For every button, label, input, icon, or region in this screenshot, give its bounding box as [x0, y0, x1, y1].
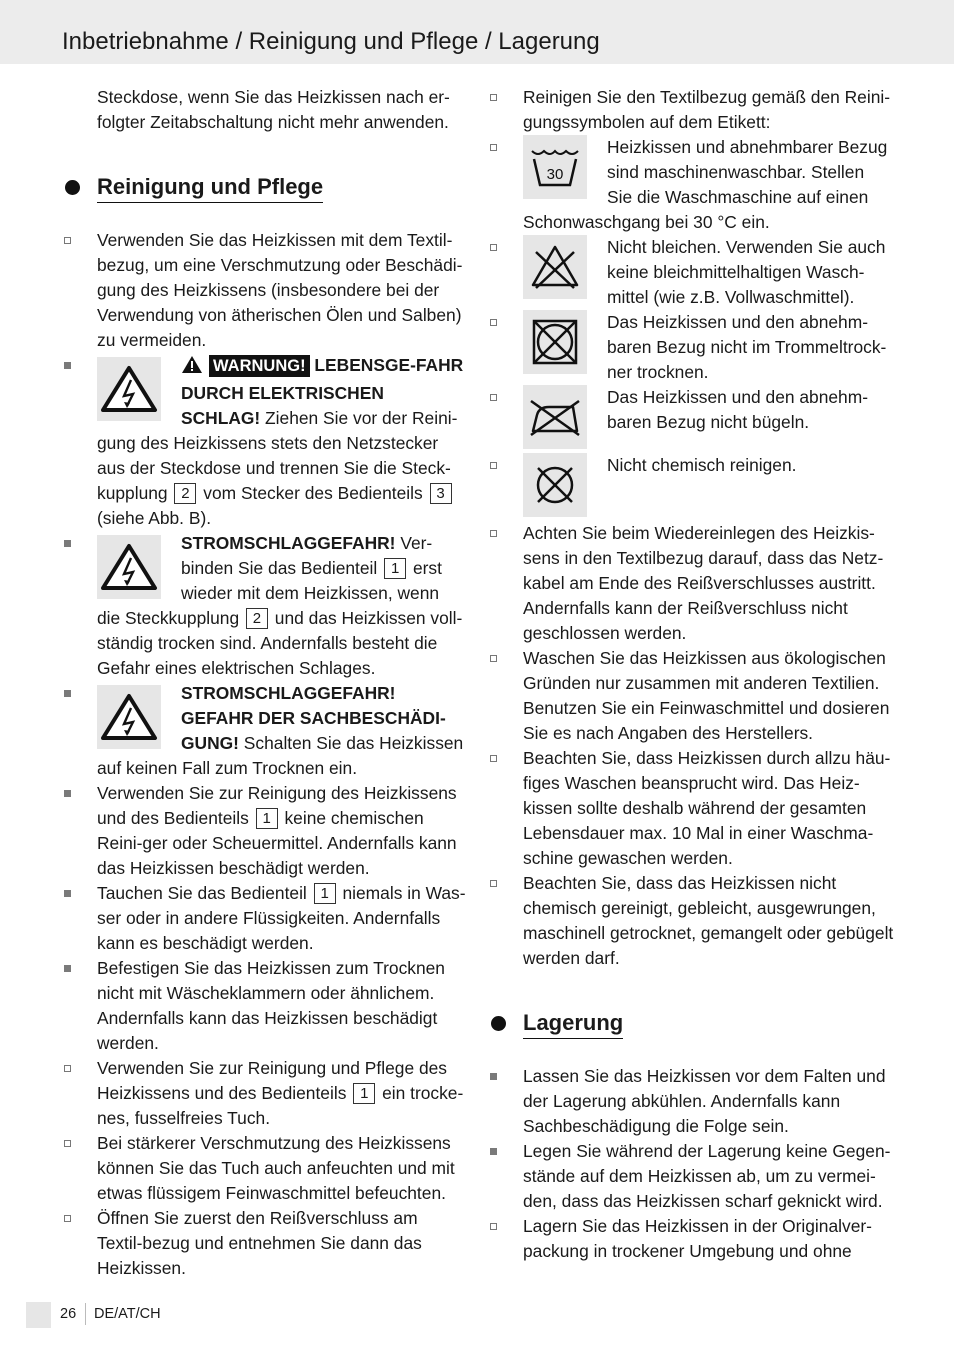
- list-item: [62, 781, 466, 881]
- footer-marker: [26, 1302, 51, 1328]
- list-item: [62, 1131, 466, 1206]
- open-square-bullet-icon: [490, 394, 497, 401]
- item-text: Tauchen Sie das Bedienteil: [97, 883, 312, 903]
- section-title: Reinigung und Pflege: [97, 173, 323, 203]
- care-symbol-item: [488, 385, 894, 453]
- item-text: Beachten Sie, dass das Heizkissen nicht chemisch gereinigt, gebleicht, ausgewrungen, maschinell getrocknet, gemangelt oder gebügelt werden darf.: [523, 873, 894, 968]
- item-text: Verwenden Sie zur Reinigung des Heizkissens und des Bedienteils: [97, 783, 457, 828]
- part-number: 1: [384, 558, 406, 579]
- care-symbol-item: [488, 235, 894, 310]
- warning-text: Schalten Sie das Heizkissen auf keinen Fall zum Trocknen ein.: [97, 733, 464, 778]
- care-symbol-item: [488, 310, 894, 385]
- open-square-bullet-icon: [490, 880, 497, 887]
- part-number: 2: [246, 608, 268, 629]
- filled-square-bullet-icon: [64, 362, 71, 369]
- no-tumble-dry-icon: [523, 310, 587, 374]
- item-text: Beachten Sie, dass Heizkissen durch allzu häu-figes Waschen beansprucht wird. Das Heiz-kissen sollte deshalb während der gesamten Lebensdauer max. 10 Mal in einer Waschma-schine gewaschen werden.: [523, 748, 891, 868]
- filled-square-bullet-icon: [64, 965, 71, 972]
- item-text: Verwenden Sie zur Reinigung und Pflege des Heizkissens und des Bedienteils: [97, 1058, 447, 1103]
- list-item: [62, 1206, 466, 1281]
- list-item: [488, 521, 894, 646]
- item-text: niemals in Was-ser oder in andere Flüssigkeiten. Andernfalls kann es beschädigt werden.: [97, 883, 466, 953]
- list-item: [62, 956, 466, 1056]
- open-square-bullet-icon: [64, 237, 71, 244]
- list-item: [488, 646, 894, 746]
- part-number: 3: [430, 483, 452, 504]
- no-bleach-icon: [523, 235, 587, 299]
- page-number: 26: [60, 1306, 77, 1322]
- open-square-bullet-icon: [490, 244, 497, 251]
- electric-shock-warning-icon: [97, 357, 161, 421]
- electric-shock-warning-icon: [97, 535, 161, 599]
- open-square-bullet-icon: [490, 462, 497, 469]
- filled-square-bullet-icon: [64, 690, 71, 697]
- item-text: Lassen Sie das Heizkissen vor dem Falten und der Lagerung abkühlen. Andernfalls kann Sachbeschädigung die Folge sein.: [523, 1066, 886, 1136]
- warning-text: Ziehen Sie vor der Reini-gung des Heizkissens stets den Netzstecker aus der Steckdose und trennen Sie die Steck-kupplung: [97, 408, 458, 503]
- section-bullet-icon: [65, 180, 80, 195]
- symbol-text: Nicht chemisch reinigen.: [607, 455, 797, 475]
- warning-item: [62, 681, 466, 781]
- open-square-bullet-icon: [64, 1215, 71, 1222]
- symbol-text: Das Heizkissen und den abnehm-baren Bezug nicht im Trommeltrock-ner trocknen.: [607, 312, 887, 382]
- symbol-text: Das Heizkissen und den abnehm-baren Bezug nicht bügeln.: [607, 387, 869, 432]
- wash-30-icon: [523, 135, 587, 199]
- warning-item: [62, 353, 466, 531]
- item-text: Reinigen Sie den Textilbezug gemäß den Reini-gungssymbolen auf dem Etikett:: [523, 87, 891, 132]
- footer-divider: [85, 1303, 86, 1325]
- section-bullet-icon: [491, 1016, 506, 1031]
- warning-text: (siehe Abb. B).: [97, 508, 212, 528]
- list-item: [488, 1214, 894, 1264]
- warning-text: Ver-binden Sie das Bedienteil: [181, 533, 433, 578]
- page-title: Inbetriebnahme / Reinigung und Pflege / Lagerung: [62, 28, 600, 55]
- wash-temperature: 30: [546, 166, 564, 183]
- region-code: DE/AT/CH: [94, 1306, 161, 1322]
- warning-bold-text: LEBENSGE-FAHR DURCH ELEKTRISCHEN SCHLAG!: [181, 355, 464, 428]
- list-item: [62, 881, 466, 956]
- list-item: [488, 871, 894, 971]
- part-number: 1: [314, 883, 336, 904]
- electric-shock-warning-icon: [97, 685, 161, 749]
- filled-square-bullet-icon: [490, 1148, 497, 1155]
- filled-square-bullet-icon: [64, 890, 71, 897]
- item-text: Lagern Sie das Heizkissen in der Originalver-packung in trockener Umgebung und ohne: [523, 1216, 872, 1261]
- item-text: Befestigen Sie das Heizkissen zum Trocknen nicht mit Wäscheklammern oder ähnlichem. Andernfalls kann das Heizkissen beschädigt werden.: [97, 958, 445, 1053]
- continuation-text: Steckdose, wenn Sie das Heizkissen nach er-folgter Zeitabschaltung nicht mehr anwenden.: [97, 87, 450, 132]
- part-number: 2: [174, 483, 196, 504]
- symbol-text: Heizkissen und abnehmbarer Bezug sind maschinenwaschbar. Stellen Sie die Waschmaschine auf einen Schonwaschgang bei 30 °C ein.: [523, 137, 888, 232]
- section-title: Lagerung: [523, 1009, 623, 1039]
- list-item: [488, 85, 894, 135]
- warning-item: [62, 531, 466, 681]
- item-text: Achten Sie beim Wiedereinlegen des Heizkis-sens in den Textilbezug darauf, dass das Netz-kabel am Ende des Reißverschlusses austritt. Andernfalls kann der Reißverschluss nicht geschlossen werden.: [523, 523, 884, 643]
- open-square-bullet-icon: [490, 94, 497, 101]
- part-number: 1: [256, 808, 278, 829]
- list-item: [488, 1139, 894, 1214]
- item-text: Öffnen Sie zuerst den Reißverschluss am Textil-bezug und entnehmen Sie dann das Heizkissen.: [97, 1208, 422, 1278]
- list-item: [62, 1056, 466, 1131]
- list-item: [488, 746, 894, 871]
- item-text: Waschen Sie das Heizkissen aus ökologischen Gründen nur zusammen mit anderen Textilien. Benutzen Sie ein Feinwaschmittel und dosieren Sie es nach Angaben des Herstellers.: [523, 648, 890, 743]
- open-square-bullet-icon: [490, 144, 497, 151]
- open-square-bullet-icon: [64, 1065, 71, 1072]
- right-column: [488, 85, 894, 1264]
- left-column: [62, 85, 466, 1281]
- open-square-bullet-icon: [490, 755, 497, 762]
- open-square-bullet-icon: [490, 1223, 497, 1230]
- warning-text: und das Heizkissen voll-ständig trocken sind. Andernfalls besteht die Gefahr eines elektrischen Schlages.: [97, 608, 463, 678]
- warning-text: vom Stecker des Bedienteils: [198, 483, 428, 503]
- warning-triangle-icon: [181, 355, 203, 381]
- warning-bold-text: STROMSCHLAGGEFAHR!: [181, 533, 396, 553]
- list-item: [488, 1064, 894, 1139]
- item-text: Bei stärkerer Verschmutzung des Heizkissens können Sie das Tuch auch anfeuchten und mit etwas flüssigem Feinwaschmittel befeuchten.: [97, 1133, 455, 1203]
- no-iron-icon: [523, 385, 587, 449]
- open-square-bullet-icon: [490, 655, 497, 662]
- open-square-bullet-icon: [64, 1140, 71, 1147]
- filled-square-bullet-icon: [64, 540, 71, 547]
- item-text: keine chemischen Reini-ger oder Scheuermittel. Andernfalls kann das Heizkissen beschädigt werden.: [97, 808, 457, 878]
- item-text: ein trocke-nes, fusselfreies Tuch.: [97, 1083, 464, 1128]
- item-text: Legen Sie während der Lagerung keine Gegen-stände auf dem Heizkissen ab, um zu vermei-den, dass das Heizkissen scharf geknickt wird.: [523, 1141, 891, 1211]
- warning-text: erst wieder mit dem Heizkissen, wenn die Steckkupplung: [97, 558, 442, 628]
- care-symbol-item: [488, 453, 894, 521]
- open-square-bullet-icon: [490, 530, 497, 537]
- filled-square-bullet-icon: [490, 1073, 497, 1080]
- section-heading-reinigung: [62, 173, 466, 203]
- no-dry-clean-icon: [523, 453, 587, 517]
- care-symbol-item: [488, 135, 894, 235]
- warning-label: WARNUNG!: [209, 355, 310, 377]
- symbol-text: Nicht bleichen. Verwenden Sie auch keine bleichmittelhaltigen Wasch-mittel (wie z.B. Vollwaschmittel).: [607, 237, 886, 307]
- list-item: [62, 228, 466, 353]
- section-heading-lagerung: [488, 1009, 894, 1039]
- part-number: 1: [353, 1083, 375, 1104]
- filled-square-bullet-icon: [64, 790, 71, 797]
- open-square-bullet-icon: [490, 319, 497, 326]
- warning-bold-text: STROMSCHLAGGEFAHR! GEFAHR DER SACHBESCHÄDI-GUNG!: [181, 683, 446, 753]
- item-text: Verwenden Sie das Heizkissen mit dem Textil-bezug, um eine Verschmutzung oder Beschädi-gung des Heizkissens (insbesondere bei der Verwendung von ätherischen Ölen und Salben) zu vermeiden.: [97, 230, 463, 350]
